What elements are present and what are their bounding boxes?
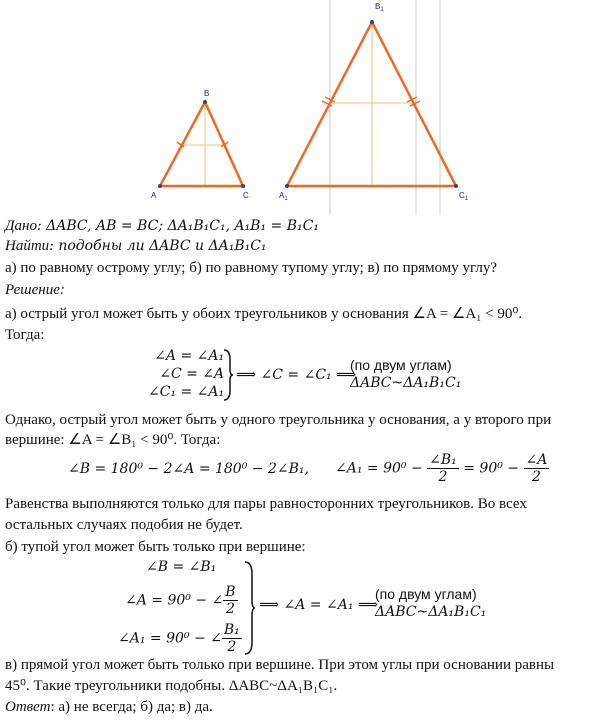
- find-label: Найти: [5, 238, 50, 254]
- triangles-drawing: [0, 0, 600, 215]
- case-c-line-2: 45⁰. Такие треугольники подобны. ΔABC~ΔA₁B₁C₁.: [5, 678, 338, 694]
- case-a-text: а) острый угол может быть у обоих треугольников у основания ∠A = ∠A₁ < 90⁰.: [5, 306, 523, 322]
- system-1-row: ∠C₁ = ∠A₁: [148, 384, 225, 400]
- vertex-label-b1: $B_1$: [375, 2, 384, 13]
- equal-line-1: Равенства выполняются только для пары равносторонних треугольников. Во всех: [5, 496, 527, 512]
- system-2-row-1: ∠B = ∠B₁: [146, 559, 217, 575]
- solution-label: Решение:: [5, 282, 65, 298]
- however-line-1: Однако, острый угол может быть у одного треугольника у основания, а у второго при: [5, 412, 552, 428]
- find-text: : подобны ли ΔABC и ΔA₁B₁C₁: [49, 238, 267, 254]
- vertex-label-b: B: [204, 89, 210, 98]
- then-label-1: Тогда:: [5, 327, 45, 343]
- vertex-label-a: A: [151, 191, 157, 200]
- implication-2: ⟹ ∠A = ∠A₁ ⟹: [259, 597, 378, 613]
- similar-1: ΔABC~ΔA₁B₁C₁: [350, 375, 462, 391]
- vertex-label-c: C: [243, 191, 249, 200]
- answer-label: Ответ: [5, 699, 51, 715]
- however-line-2: вершине: ∠A = ∠B₁ < 90⁰. Тогда:: [5, 432, 221, 448]
- brace-1: [222, 348, 234, 402]
- triangles-figure: [0, 0, 600, 215]
- answer-text: : а) не всегда; б) да; в) да.: [50, 699, 213, 715]
- vertex-label-c1: $C_1$: [459, 191, 469, 202]
- system-2-row-2: ∠A = 90⁰ − ∠ $\frac{B}{2}$: [125, 584, 236, 617]
- given-label: Дано: [5, 218, 37, 234]
- find-line: [5, 236, 267, 256]
- question-line: а) по равному острому углу; б) по равному тупому углу; в) по прямому углу?: [5, 260, 498, 276]
- system-1-row: ∠C = ∠A: [159, 366, 225, 382]
- vertex-label-a1: $A_1$: [279, 191, 288, 202]
- small-triangle: [160, 102, 243, 186]
- implication-1: ⟹ ∠C = ∠C₁ ⟹: [236, 367, 357, 383]
- system-2-row-3: ∠A₁ = 90⁰ − ∠ $\frac{\text{B₁}}{2}$: [118, 622, 240, 655]
- equation-b: ∠B = 180⁰ − 2∠A = 180⁰ − 2∠B₁,: [68, 461, 309, 477]
- answer-line: [5, 697, 213, 717]
- by-two-angles-2: (по двум углам): [375, 586, 477, 602]
- system-1-row: ∠A = ∠A₁: [154, 348, 225, 364]
- case-c-line-1: в) прямой угол может быть только при вершине. При этом углы при основании равны: [5, 657, 555, 673]
- case-b-text: б) тупой угол может быть только при вершине:: [5, 539, 306, 555]
- system-1: [148, 347, 224, 401]
- similar-2: ΔABC~ΔA₁B₁C₁: [375, 604, 487, 620]
- given-line: [5, 216, 319, 236]
- equation-a1: ∠A₁ = 90⁰ − $\frac{\text{∠B₁}}{2}$ = 90⁰ − $\frac{\angle A}{2}$: [335, 452, 548, 485]
- equal-line-2: остальных случаях подобия не будет.: [5, 517, 243, 533]
- by-two-angles-1: (по двум углам): [350, 357, 452, 373]
- brace-2: [243, 560, 257, 656]
- given-text: : ΔABC, AB = BC; ΔA₁B₁C₁, A₁B₁ = B₁C₁: [37, 218, 319, 234]
